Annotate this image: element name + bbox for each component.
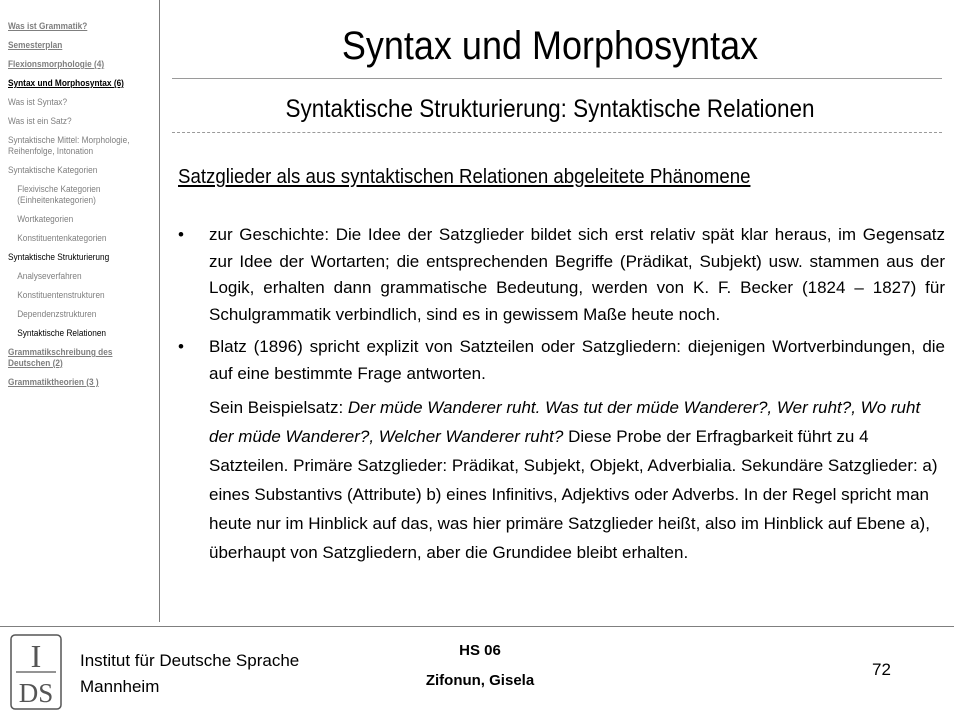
page-number: 72 [872,660,891,679]
nav-item-2[interactable]: Semesterplan [8,40,63,50]
nav-item-18[interactable]: Grammatiktheorien (3 ) [8,377,99,387]
nav-item-15[interactable]: Dependenzstrukturen [17,309,97,319]
example-explanation: Diese Probe der Erfragbarkeit führt zu 4 Satzteilen. Primäre Satzglieder: Prädikat, Subjekt, Objekt, Adverbialia. Sekundäre Satzglieder: a) eines Substantivs (Attribute) b) eines Infinitivs, Adjektivs oder Adverbs. In der Regel spricht man heute nur im Hinblick auf das, was hier primäre Satzglieder heißt, also im Hinblick auf Ebene a), überhaupt von Satzgliedern, aber die Grundidee bleibt erhalten. [209,427,938,562]
nav-item-4[interactable]: Syntax und Morphosyntax (6) [8,78,124,88]
nav-item-7[interactable]: Syntaktische Mittel: Morphologie, Reihenfolge, Intonation [8,135,130,156]
nav-item-10[interactable]: Wortkategorien [17,214,74,224]
sidebar-divider [159,0,160,622]
nav-item-6[interactable]: Was ist ein Satz? [8,116,72,126]
outline-nav [8,21,144,396]
section-heading: Satzglieder als aus syntaktischen Relationen abgeleitete Phänomene [178,165,751,188]
nav-item-14[interactable]: Konstituentenstrukturen [17,290,105,300]
subtitle-divider [172,132,942,133]
example-sentence: Der müde Wanderer ruht. Was tut der müde Wanderer?, Wer ruht?, Wo ruht der müde Wanderer?, Welcher Wanderer ruht? [209,398,921,446]
lecturer-name: Zifonun, Gisela [425,672,535,689]
slide-title: Syntax und Morphosyntax [341,24,759,68]
logo-letter-i: I [30,638,42,674]
bullet-history: • zur Geschichte: Die Idee der Satzglieder bildet sich erst relativ spät klar heraus, im Gegensatz zur Idee der Wortarten; die entsprechenden Begriffe (Prädikat, Subjekt) usw. stammen aus der Logik, erhalten dann grammatische Bedeutung, werden von K. F. Becker (1824 – 1827) für Schulgrammatik verbindlich, sind es in gewissem Maße heute noch. [178,222,945,328]
example-prefix: Sein Beispielsatz: [209,398,348,417]
nav-item-13[interactable]: Analyseverfahren [17,271,82,281]
bullet-blatz: • Blatz (1896) spricht explizit von Satzteilen oder Satzgliedern: diejenigen Wortverbindungen, die auf eine bestimmte Frage antworten. [178,334,945,387]
institute-name [80,648,299,700]
course-info [415,636,545,696]
course-code: HS 06 [459,642,501,659]
logo-letters-ds: DS [18,678,54,708]
nav-item-3[interactable]: Flexionsmorphologie (4) [8,59,105,69]
sidebar [0,0,160,622]
institute-line-1: Institut für Deutsche Sprache [80,651,300,670]
example-paragraph [209,393,945,567]
nav-item-11[interactable]: Konstituentenkategorien [17,233,107,243]
nav-item-5[interactable]: Was ist Syntax? [8,97,68,107]
footer-divider [0,626,954,627]
nav-item-1[interactable]: Was ist Grammatik? [8,21,88,31]
nav-item-8[interactable]: Syntaktische Kategorien [8,165,98,175]
title-divider [172,78,942,79]
ids-logo-icon [10,634,62,710]
nav-item-16[interactable]: Syntaktische Relationen [17,328,107,338]
nav-item-9[interactable]: Flexivische Kategorien (Einheitenkategorien) [17,184,101,205]
nav-item-12[interactable]: Syntaktische Strukturierung [8,252,110,262]
nav-item-17[interactable]: Grammatikschreibung des Deutschen (2) [8,347,113,368]
institute-line-2: Mannheim [80,677,160,696]
slide-content [178,222,945,567]
slide-subtitle: Syntaktische Strukturierung: Syntaktische Relationen [285,95,815,123]
